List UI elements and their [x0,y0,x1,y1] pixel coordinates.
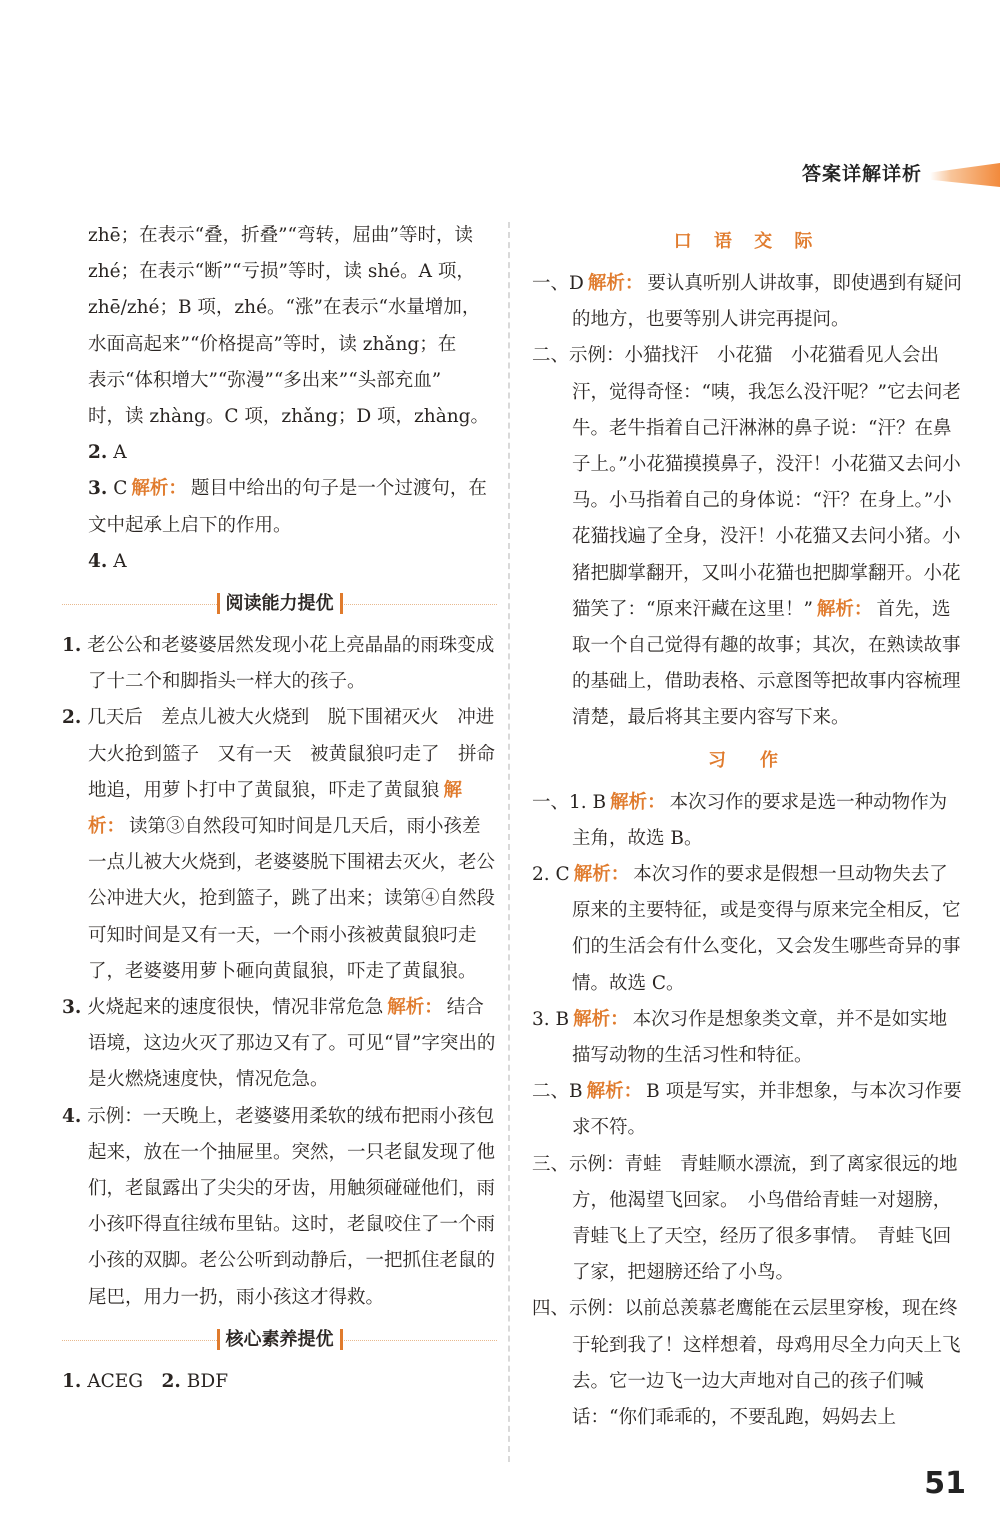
answer-r2: 2. 几天后 差点儿被大火烧到 脱下围裙灭火 冲进大火抢到篮子 又有一天 被黄鼠狼叼走了 拼命地追，用萝卜打中了黄鼠狼，吓走了黄鼠狼 解析： 读第③自然段可知时间是几天后，雨小孩差一点儿被大火烧到，老婆婆脱下围裙去灭火，老公公冲进大火，抢到篮子，跳了出来；读第④自然段可知时间是又有一天，一个雨小孩被黄鼠狼叼走了，老婆婆用萝卜砸向黄鼠狼，吓走了黄鼠狼。 [62,707,496,982]
answer-q2: 2. A [88,442,127,464]
answer-x4: 四、示例：以前总羡慕老鹰能在云层里穿梭，现在终于轮到我了！这样想着，母鸡用尽全力向天上飞去。它一边飞一边大声地对自己的孩子们喊话：“你们乖乖的，不要乱跑，妈妈去上 [532,1298,961,1429]
intro-line: zhé；在表示“断”“亏损”等时，读 shé。A 项， [88,261,475,283]
section-title-oral: 口 语 交 际 [673,231,821,252]
header-decoration [930,163,1000,187]
section-title-writing: 习 作 [708,749,786,771]
intro-line: zhē；在表示“叠，折叠”“弯转，屈曲”等时，读 [88,225,473,246]
column-divider [508,222,510,1462]
page-number: 51 [924,1466,966,1501]
answer-r1: 1. 老公公和老婆婆居然发现小花上亮晶晶的雨珠变成了十二个和脚指头一样大的孩子。 [62,635,495,693]
answer-x3: 三、示例：青蛙 青蛙顺水漂流，到了离家很远的地方，他渴望飞回家。 小鸟借给青蛙一对翅膀，青蛙飞上了天空，经历了很多事情。 青蛙飞回了家，把翅膀还给了小鸟。 [532,1153,958,1284]
answer-r3: 3. 火烧起来的速度很快，情况非常危急 解析： 结合语境，这边火灭了那边又有了。可见“冒”字突出的是火燃烧速度快，情况危急。 [62,997,496,1091]
section-title-reading: 阅读能力提优 [62,586,497,622]
right-column [532,218,962,1436]
intro-line: zhē/zhé；B 项，zhé。“涨”在表示“水量增加， [88,297,481,319]
intro-block [62,218,497,435]
header-title: 答案详解详析 [801,163,922,185]
page-header [700,157,1000,193]
left-column [62,218,497,1400]
answer-r4: 4. 示例：一天晚上，老婆婆用柔软的绒布把雨小孩包起来，放在一个抽屉里。突然，一只老鼠发现了他们，老鼠露出了尖尖的牙齿，用触须碰碰他们，雨小孩吓得直往绒布里钻。这时，老鼠咬住了一个雨小孩的双脚。老公公听到动静后，一把抓住老鼠的尾巴，用力一扔，雨小孩这才得救。 [62,1105,496,1308]
intro-line: 水面高起来”“价格提高”等时，读 zhǎng；在 [88,333,457,355]
answer-k1: 一、D 解析： 要认真听别人讲故事，即使遇到有疑问的地方，也要等别人讲完再提问。 [532,273,962,331]
intro-line: 表示“体积增大”“弥漫”“多出来”“头部充血” [88,369,442,391]
answer-k2: 二、示例：小猫找汗 小花猫 小花猫看见人会出汗，觉得奇怪：“咦，我怎么没汗呢？”它去问老牛。老牛指着自己汗淋淋的鼻子说：“汗？在鼻子上。”小花猫摸摸鼻子，没汗！小花猫又去问小马。小马指着自己的身体说：“汗？在身上。”小花猫找遍了全身，没汗！小花猫又去问小猪。小猪把脚掌翻开，又叫小花猫也把脚掌翻开。小花猫笑了：“原来汗藏在这里！” 解析： 首先，选取一个自己觉得有趣的故事；其次，在熟读故事的基础上，借助表格、示意图等把故事内容梳理清楚，最后将其主要内容写下来。 [532,345,961,729]
answer-x1-2: 2. C 解析： 本次习作的要求是假想一旦动物失去了原来的主要特征，或是变得与原来完全相反，它们的生活会有什么变化，又会发生哪些奇异的事情。故选 C。 [532,864,961,994]
answer-x1-1: 一、1. B 解析： 本次习作的要求是选一种动物作为主角，故选 B。 [532,791,948,849]
answer-x2: 二、B 解析： B 项是写实，并非想象，与本次习作要求不符。 [532,1081,962,1139]
answer-x1-3: 3. B 解析： 本次习作是想象类文章，并不是如实地描写动物的生活习性和特征。 [532,1008,948,1067]
answer-q3: 3. C 解析： 题目中给出的句子是一个过渡句，在文中起承上启下的作用。 [88,478,487,536]
answer-q4: 4. A [88,550,127,572]
intro-line: 时，读 zhàng。C 项，zhǎng；D 项，zhàng。 [88,406,489,428]
answer-c1: 1. ACEG 2. BDF [62,1370,229,1392]
section-title-core: 核心素养提优 [62,1322,497,1358]
